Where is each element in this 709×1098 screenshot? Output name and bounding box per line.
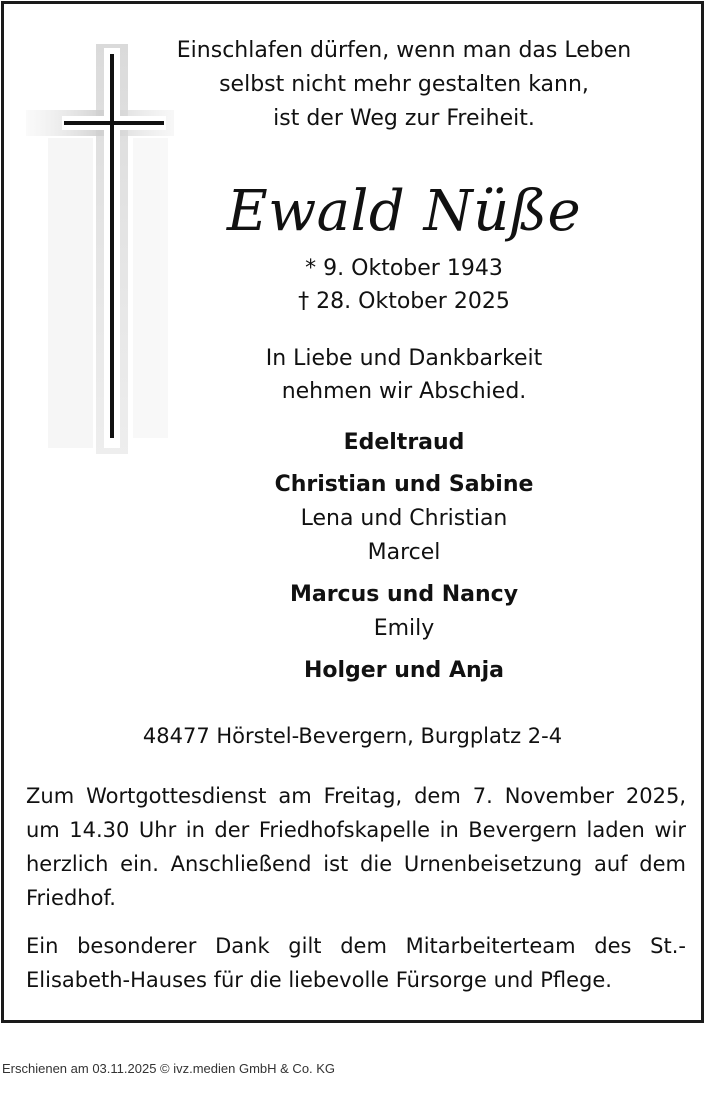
poem-line: selbst nicht mehr gestalten kann,: [219, 72, 589, 97]
family-member: Holger und Anja: [303, 658, 505, 683]
service-paragraph: Zum Wortgottesdienst am Freitag, dem 7. November 2025, um 14.30 Uhr in der Friedhofskapelle in Bevergern laden wir herzlich ein. Anschließend ist die Urnenbeisetzung auf dem Friedhof.: [26, 784, 686, 910]
poem: [154, 34, 654, 136]
death-notice: [1, 1, 704, 1023]
publication-credit: Erschienen am 03.11.2025 © ivz.medien GmbH & Co. KG: [2, 1061, 336, 1076]
farewell-line: nehmen wir Abschied.: [281, 379, 527, 404]
poem-line: Einschlafen dürfen, wenn man das Leben: [176, 38, 632, 63]
family-member: Marcus und Nancy: [289, 582, 519, 607]
poem-line: ist der Weg zur Freiheit.: [273, 106, 535, 131]
deceased-name: Ewald Nüße: [226, 179, 582, 244]
address: 48477 Hörstel-Bevergern, Burgplatz 2-4: [142, 724, 563, 748]
family-member: Emily: [373, 616, 435, 641]
life-dates: [154, 252, 654, 318]
birth-date: * 9. Oktober 1943: [305, 256, 503, 281]
family-member: Christian und Sabine: [274, 472, 534, 497]
family-list: [154, 426, 654, 688]
family-member: Edeltraud: [343, 430, 465, 455]
thanks-paragraph: Ein besonderer Dank gilt dem Mitarbeiterteam des St.-Elisabeth-Hauses für die liebevolle Fürsorge und Pflege.: [26, 934, 686, 992]
death-date: † 28. Oktober 2025: [298, 289, 510, 314]
farewell-line: In Liebe und Dankbarkeit: [265, 346, 543, 371]
farewell-text: [154, 342, 654, 408]
family-member: Lena und Christian: [300, 506, 508, 531]
family-member: Marcel: [367, 540, 441, 565]
